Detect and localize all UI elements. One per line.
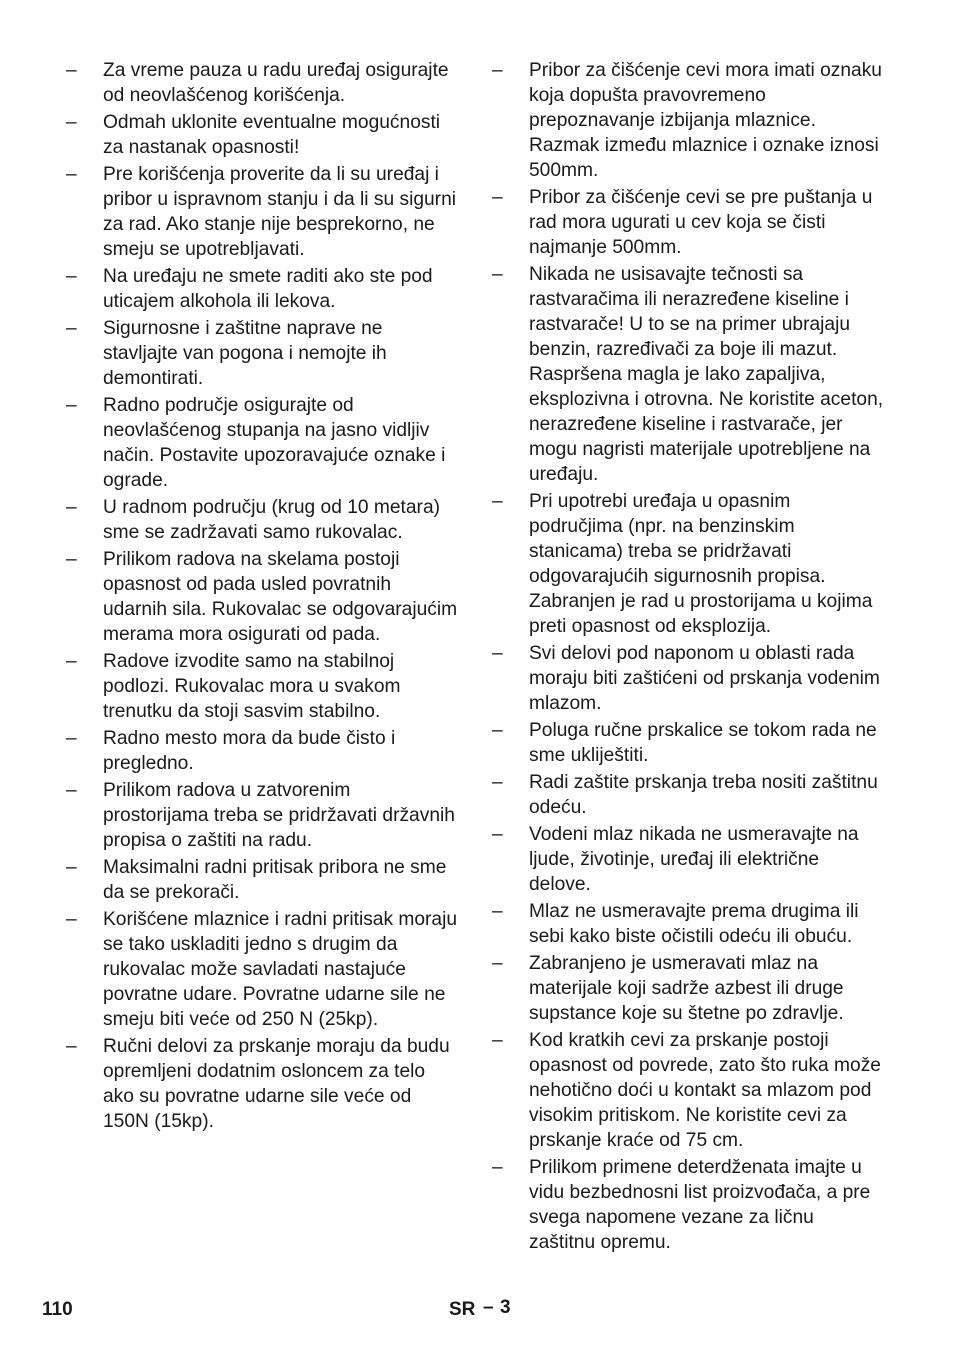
list-item: [66, 907, 458, 1032]
list-dash: –: [492, 772, 503, 793]
list-item-text: Odmah uklonite eventualne mogućnosti za nastanak opasnosti!: [103, 112, 441, 158]
list-item: [492, 489, 884, 639]
list-dash: –: [66, 909, 77, 930]
list-item: [492, 951, 884, 1026]
list-dash: –: [66, 164, 77, 185]
list-item-text: Nikada ne usisavajte tečnosti sa rastvaračima ili nerazređene kiseline i rastvarače! U to se na primer ubrajaju benzin, razređivači za boje ili mazut. Raspršena magla je lako zapaljiva, eksplozivna i otrovna. Ne koristite aceton, nerazređene kiseline i rastvarače, jer mogu nagristi materijale upotrebljene na uređaju.: [529, 264, 884, 485]
list-dash: –: [492, 1030, 503, 1051]
list-item: [492, 822, 884, 897]
right-column: [492, 58, 884, 1257]
list-dash: –: [66, 1036, 77, 1057]
list-item: [492, 262, 884, 487]
list-item-text: Pri upotrebi uređaja u opasnim područjima (npr. na benzinskim stanicama) treba se pridržavati odgovarajućih sigurnosnih propisa. Zabranjen je rad u prostorijama u kojima preti opasnost od eksplozija.: [529, 491, 873, 637]
list-item: [66, 855, 458, 905]
list-item: [66, 316, 458, 391]
list-item: [66, 726, 458, 776]
list-item-text: Radno područje osigurajte od neovlašćenog stupanja na jasno vidljiv način. Postavite upozoravajuće oznake i ograde.: [103, 395, 446, 491]
list-item: [492, 770, 884, 820]
list-dash: –: [66, 60, 77, 81]
list-item-text: Mlaz ne usmeravajte prema drugima ili sebi kako biste očistili odeću ili obuću.: [529, 901, 859, 947]
list-item: [492, 1155, 884, 1255]
list-dash: –: [66, 549, 77, 570]
list-item-text: Prilikom primene deterdženata imajte u vidu bezbednosni list proizvođača, a pre svega napomene vezane za ličnu zaštitnu opremu.: [529, 1157, 871, 1253]
footer-separator: –: [483, 1297, 494, 1318]
list-item-text: Na uređaju ne smete raditi ako ste pod uticajem alkohola ili lekova.: [103, 266, 433, 312]
list-dash: –: [66, 857, 77, 878]
list-item: [66, 58, 458, 108]
list-item-text: Radove izvodite samo na stabilnoj podlozi. Rukovalac mora u svakom trenutku da stoji sasvim stabilno.: [103, 651, 401, 722]
list-item: [492, 899, 884, 949]
list-item-text: Radno mesto mora da bude čisto i pregledno.: [103, 728, 396, 774]
list-item-text: Ručni delovi za prskanje moraju da budu opremljeni dodatnim osloncem za telo ako su povratne udarne sile veće od 150N (15kp).: [103, 1036, 450, 1132]
list-dash: –: [66, 266, 77, 287]
list-item: [66, 264, 458, 314]
list-dash: –: [492, 1157, 503, 1178]
list-dash: –: [66, 497, 77, 518]
list-item: [66, 162, 458, 262]
list-item-text: Korišćene mlaznice i radni pritisak moraju se tako uskladiti jedno s drugim da rukovalac može savladati nastajuće povratne udare. Povratne udarne sile ne smeju biti veće od 250 N (25kp).: [103, 909, 458, 1030]
list-item: [66, 110, 458, 160]
language-code: SR: [449, 1299, 476, 1320]
list-item: [66, 547, 458, 647]
list-dash: –: [492, 720, 503, 741]
list-dash: –: [66, 780, 77, 801]
list-dash: –: [66, 112, 77, 133]
list-item: [66, 778, 458, 853]
list-item-text: Prilikom radova na skelama postoji opasnost od pada usled povratnih udarnih sila. Rukovalac se odgovarajućim merama mora osigurati od pada.: [103, 549, 458, 645]
list-item: [66, 495, 458, 545]
list-item-text: Vodeni mlaz nikada ne usmeravajte na ljude, životinje, uređaj ili električne delove.: [529, 824, 859, 895]
list-dash: –: [492, 643, 503, 664]
list-item-text: Prilikom radova u zatvorenim prostorijama treba se pridržavati državnih propisa o zaštiti na radu.: [103, 780, 455, 851]
list-item: [492, 1028, 884, 1153]
list-dash: –: [492, 60, 503, 81]
list-item-text: Maksimalni radni pritisak pribora ne sme da se prekorači.: [103, 857, 447, 903]
list-dash: –: [492, 901, 503, 922]
left-column: [66, 58, 458, 1136]
list-dash: –: [492, 264, 503, 285]
list-item-text: Svi delovi pod naponom u oblasti rada moraju biti zaštićeni od prskanja vodenim mlazom.: [529, 643, 880, 714]
section-page-number: 3: [500, 1297, 511, 1318]
list-item: [492, 185, 884, 260]
list-item: [66, 1034, 458, 1134]
list-item-text: Sigurnosne i zaštitne naprave ne stavljajte van pogona i nemojte ih demontirati.: [103, 318, 387, 389]
list-item: [66, 649, 458, 724]
list-item-text: Pre korišćenja proverite da li su uređaj i pribor u ispravnom stanju i da li su sigurni za rad. Ako stanje nije besprekorno, ne smeju se upotrebljavati.: [103, 164, 457, 260]
list-dash: –: [492, 491, 503, 512]
list-dash: –: [66, 728, 77, 749]
list-item-text: Pribor za čišćenje cevi mora imati oznaku koja dopušta pravovremeno prepoznavanje izbijanja mlaznice. Razmak između mlaznice i oznake iznosi 500mm.: [529, 60, 882, 181]
list-item-text: U radnom području (krug od 10 metara) sme se zadržavati samo rukovalac.: [103, 497, 441, 543]
list-item-text: Zabranjeno je usmeravati mlaz na materijale koji sadrže azbest ili druge supstance koje su štetne po zdravlje.: [529, 953, 844, 1024]
list-dash: –: [66, 318, 77, 339]
list-item-text: Pribor za čišćenje cevi se pre puštanja u rad mora ugurati u cev koja se čisti najmanje 500mm.: [529, 187, 873, 258]
list-item-text: Radi zaštite prskanja treba nositi zaštitnu odeću.: [529, 772, 878, 818]
list-dash: –: [66, 651, 77, 672]
list-item: [492, 718, 884, 768]
list-item: [66, 393, 458, 493]
list-item-text: Kod kratkih cevi za prskanje postoji opasnost od povrede, zato što ruka može nehotično doći u kontakt sa mlazom pod visokim pritiskom. Ne koristite cevi za prskanje kraće od 75 cm.: [529, 1030, 881, 1151]
list-item: [492, 58, 884, 183]
list-item-text: Poluga ručne prskalice se tokom rada ne sme ukliještiti.: [529, 720, 877, 766]
list-dash: –: [492, 187, 503, 208]
list-dash: –: [66, 395, 77, 416]
list-dash: –: [492, 824, 503, 845]
list-item: [492, 641, 884, 716]
list-dash: –: [492, 953, 503, 974]
page-number: 110: [42, 1299, 73, 1320]
list-item-text: Za vreme pauza u radu uređaj osigurajte od neovlašćenog korišćenja.: [103, 60, 449, 106]
